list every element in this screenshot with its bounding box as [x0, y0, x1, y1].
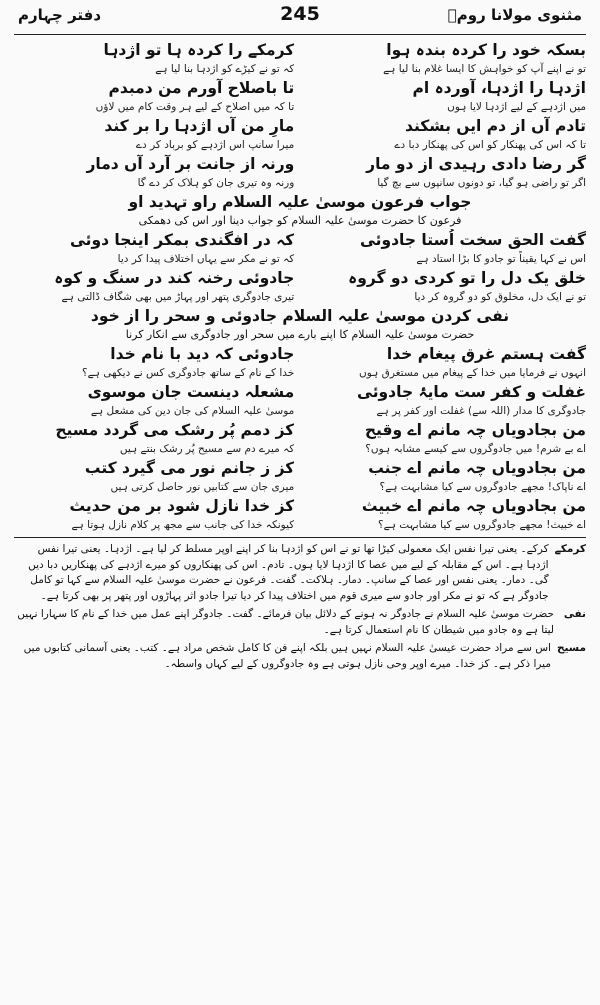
translation-line: [14, 137, 586, 153]
translation-line: [14, 441, 586, 457]
translation-second: موسیٰ علیہ السلام کی جان دین کی مشعل ہے: [90, 405, 295, 417]
translation-line: [14, 99, 586, 115]
verse-first-hemistich: گفت الحق سخت اُستا جادوئی: [359, 231, 586, 249]
couplet: [14, 229, 586, 267]
verse-first-hemistich: بسکہ خود را کردہ بندہ ہوا: [386, 41, 586, 59]
translation-line: [14, 251, 586, 267]
verse-second-hemistich: کز دمم پُر رشک می گردد مسیح: [55, 421, 295, 439]
translation-first: انہوں نے فرمایا میں خدا کے پیغام میں مستغرق ہوں: [359, 367, 586, 379]
verse-line: [14, 457, 586, 479]
verse-second-hemistich: تا باصلاح آورم من دمبدم: [108, 79, 295, 97]
footnote: [14, 641, 586, 672]
verse-line: [14, 153, 586, 175]
translation-first: تو نے اپنے آپ کو خواہش کا ایسا غلام بنا لیا ہے: [383, 63, 586, 75]
verse-second-hemistich: مشعلہ دینست جان موسوی: [87, 383, 295, 401]
translation-first: اے بے شرم! میں جادوگروں سے کیسے مشابہ ہوں؟: [365, 443, 586, 455]
verse-second-hemistich: کز ز جانم نور می گیرد کتب: [84, 459, 295, 477]
footnote-text: اس سے مراد حضرت عیسیٰ علیہ السلام نہیں ہیں بلکہ اپنے فن کا کامل شخص مراد ہے۔ کتب۔ یعنی آسمانی کتابوں میں میرا ذکر ہے۔ کز خدا۔ میرے اوپر وحی نازل ہوتی ہے وہ جادوگروں کے لیے کہاں واسطہ۔: [23, 642, 551, 670]
translation-first: اگر تو راضی ہو گیا، تو دونوں سانپوں سے بچ گیا: [377, 177, 586, 189]
translation-line: [14, 479, 586, 495]
couplet: [14, 457, 586, 495]
translation-first: اس نے کہا یقیناً تو جادو کا بڑا استاد ہے: [416, 253, 586, 265]
translation-line: [14, 517, 586, 533]
verse-second-hemistich: مارِ من آں اژدہا را بر کند: [104, 117, 295, 135]
couplet: [14, 419, 586, 457]
verse-first-hemistich: تادم آں از دم ایں بشکند: [405, 117, 586, 135]
verse-first-hemistich: من بجادویاں چہ مانم اے وقیح: [364, 421, 586, 439]
verse-second-hemistich: کہ در افگندی بمکر اینجا دوئی: [69, 231, 295, 249]
footnotes: [14, 542, 586, 672]
poem-body: [14, 39, 586, 533]
book-title: مثنوی مولانا رومؒ: [447, 6, 582, 24]
section-subheading: فرعون کا حضرت موسیٰ علیہ السلام کو جواب دینا اور اس کی دھمکی: [138, 214, 462, 227]
footnote-text: حضرت موسیٰ علیہ السلام نے جادوگر نہ ہونے کے دلائل بیان فرمائے۔ گفت۔ جادوگر اپنے عمل میں خدا کے نام کا سہارا نہیں لیتا ہے وہ جادو میں شیطان کا نام استعمال کرتا ہے۔: [17, 608, 554, 636]
translation-second: خدا کے نام کے ساتھ جادوگری کس نے دیکھی ہے؟: [82, 367, 295, 379]
couplet: [14, 77, 586, 115]
verse-line: [14, 267, 586, 289]
translation-second: کیونکہ خدا کی جانب سے مجھ پر کلام نازل ہوتا ہے: [71, 519, 295, 531]
footnote-label: مسیح: [556, 642, 586, 654]
section-heading: نفی کردن موسیٰ علیہ السلام جادوئی و سحر را از خود: [90, 307, 510, 325]
verse-first-hemistich: من بجادویاں چہ مانم اے خبیث: [361, 497, 586, 515]
footnote-label: نفی: [563, 608, 586, 620]
translation-first: اے خبیث! مجھے جادوگروں سے کیا مشابہت ہے؟: [378, 519, 586, 531]
couplet: [14, 381, 586, 419]
translation-first: تا کہ اس کی پھنکار کو اس کی پھنکار دبا دے: [394, 139, 586, 151]
translation-second: کہ تو نے کیڑے کو اژدہا بنا لیا ہے: [155, 63, 295, 75]
footnote-text: کرکے۔ یعنی تیرا نفس ایک معمولی کیڑا تھا تو نے اس کو اژدہا بنا کر اپنے اوپر مسلط کر لیا ہے۔ اژدہا۔ یعنی تیرا نفس اژدہا ہے۔ اس کے مقابلہ کے لیے میں عصا کا اژدہا لایا ہوں۔ تادم۔ اس کی پھنکاروں کو میرے اژدہے کی پھنکاریں دبا دیں گی۔ دمار۔ یعنی نفس اور عصا کے سانپ۔ دمار۔ ہلاکت۔ گفت۔ فرعون نے حضرت موسیٰ علیہ السلام سے کہا تو کامل جادوگر ہے کہ تو نے مکر اور جادو سے میری قوم میں اختلاف پیدا کر دیا تیرا جادو اثر پہاڑوں اور پتھر پر بھی کرتا ہے۔: [28, 543, 549, 602]
translation-line: [14, 175, 586, 191]
translation-line: [14, 289, 586, 305]
translation-line: [14, 403, 586, 419]
verse-first-hemistich: اژدہا را اژدہا، آوردہ ام: [412, 79, 586, 97]
translation-second: تا کہ میں اصلاح کے لیے ہر وقت کام میں لاؤں: [95, 101, 295, 113]
translation-line: [14, 365, 586, 381]
verse-second-hemistich: جادوئی رخنہ کند در سنگ و کوہ: [54, 269, 295, 287]
couplet: [14, 343, 586, 381]
couplet: [14, 115, 586, 153]
translation-second: کہ میرے دم سے مسیح پُر رشک بنتے ہیں: [119, 443, 295, 455]
translation-line: [14, 61, 586, 77]
volume-title: دفتر چہارم: [18, 6, 102, 24]
verse-line: [14, 419, 586, 441]
verse-second-hemistich: کرمکے را کردہ ہا تو اژدہا: [103, 41, 295, 59]
verse-first-hemistich: من بجادویاں چہ مانم اے جنب: [368, 459, 586, 477]
couplet: [14, 39, 586, 77]
verse-first-hemistich: گفت ہستم غرق پیغام خدا: [386, 345, 586, 363]
footnote-divider: [14, 537, 586, 538]
translation-second: کہ تو نے مکر سے یہاں اختلاف پیدا کر دیا: [117, 253, 295, 265]
translation-first: جادوگری کا مدار (اللہ سے) غفلت اور کفر پر ہے: [376, 405, 586, 417]
verse-line: [14, 77, 586, 99]
footnote: [14, 542, 586, 604]
translation-first: میں اژدہے کے لیے اژدہا لایا ہوں: [447, 101, 586, 113]
verse-second-hemistich: ورنہ از جانت بر آرد آں دمار: [86, 155, 295, 173]
translation-first: اے ناپاک! مجھے جادوگروں سے کیا مشابہت ہے؟: [379, 481, 586, 493]
page-header: [14, 0, 586, 35]
verse-second-hemistich: کز خدا نازل شود بر من حدیث: [69, 497, 295, 515]
footnote: [14, 607, 586, 638]
verse-first-hemistich: گر رضا دادی رہیدی از دو مار: [366, 155, 586, 173]
verse-first-hemistich: خلق یک دل را تو کردی دو گروہ: [348, 269, 586, 287]
section-heading: جواب فرعون موسیٰ علیہ السلام راو تہدید او: [128, 193, 472, 211]
couplet: [14, 153, 586, 191]
verse-line: [14, 381, 586, 403]
page-number: 245: [280, 3, 320, 25]
translation-second: ورنہ وہ تیری جان کو ہلاک کر دے گا: [137, 177, 295, 189]
verse-line: [14, 343, 586, 365]
translation-second: تیری جادوگری پتھر اور پہاڑ میں بھی شگاف ڈالتی ہے: [61, 291, 295, 303]
couplet: [14, 267, 586, 305]
verse-line: [14, 229, 586, 251]
section-subheading: حضرت موسیٰ علیہ السلام کا اپنے بارے میں سحر اور جادوگری سے انکار کرنا: [125, 328, 475, 341]
footnote-label: کرمکے: [554, 543, 586, 555]
translation-second: میری جان سے کتابیں نور حاصل کرتی ہیں: [110, 481, 295, 493]
verse-line: [14, 495, 586, 517]
verse-line: [14, 115, 586, 137]
translation-second: میرا سانپ اس اژدہے کو برباد کر دے: [135, 139, 295, 151]
verse-line: [14, 39, 586, 61]
verse-first-hemistich: غفلت و کفر ست مایۂ جادوئی: [357, 383, 586, 401]
couplet: [14, 495, 586, 533]
verse-second-hemistich: جادوئی کہ دید با نام خدا: [110, 345, 295, 363]
translation-first: تو نے ایک دل، مخلوق کو دو گروہ کر دیا: [414, 291, 586, 303]
